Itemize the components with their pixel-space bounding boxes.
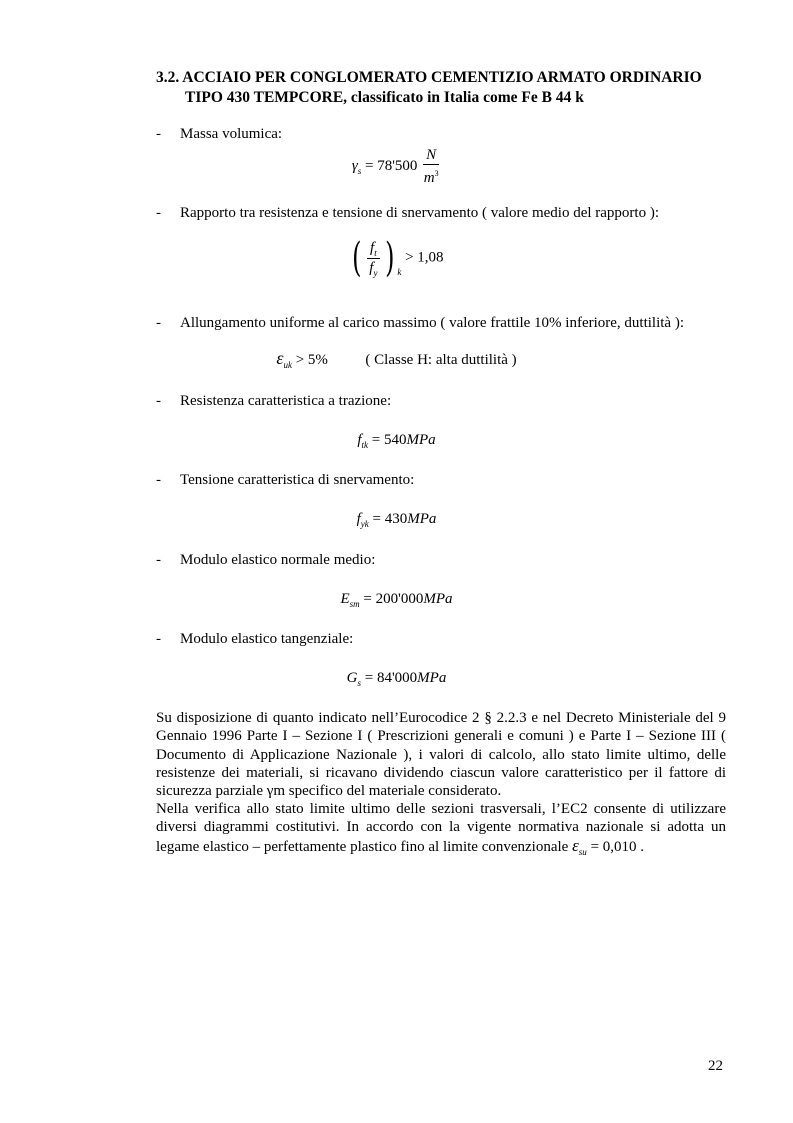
list-item: - Tensione caratteristica di snervamento: — [156, 472, 415, 488]
list-item: - Rapporto tra resistenza e tensione di snervamento ( valore medio del rapporto ): — [156, 205, 660, 221]
list-item-label: Massa volumica: — [180, 126, 283, 142]
list-item-label: Rapporto tra resistenza e tensione di snervamento ( valore medio del rapporto ): — [180, 205, 660, 221]
list-item: - Modulo elastico tangenziale: — [156, 631, 354, 647]
list-item-label: Allungamento uniforme al carico massimo ( valore frattile 10% inferiore, duttilità ): — [180, 315, 685, 331]
fraction: $\frac{N}{m^3}$ — [423, 147, 439, 186]
list-item: - Massa volumica: — [156, 126, 283, 142]
heading-line-1: 3.2. ACCIAIO PER CONGLOMERATO CEMENTIZIO ARMATO ORDINARIO — [156, 69, 702, 86]
paragraph-constitutive-law: Nella verifica allo stato limite ultimo delle sezioni trasversali, l’EC2 consente di utilizzare diversi diagrammi costitutivi. In accordo con la vigente normativa nazionale si adotta un legame elastico – perfettamente plastico fino al limite convenzionale $\varepsilon_{su} = 0,010$ . — [156, 801, 726, 857]
heading-line-2: TIPO 430 TEMPCORE, classificato in Italia come Fe B 44 k — [185, 89, 584, 106]
list-item-label: Resistenza caratteristica a trazione: — [180, 393, 392, 409]
formula-ratio: ( $\frac{f_t}{f_y}$ ) $_k$ > 1,08 — [352, 235, 444, 281]
formula-fyk: $f_{yk} = 430MPa$ — [356, 511, 437, 529]
list-item: - Resistenza caratteristica a trazione: — [156, 393, 392, 409]
page-number: 22 — [708, 1058, 723, 1074]
list-item: - Allungamento uniforme al carico massimo ( valore frattile 10% inferiore, duttilità ): — [156, 315, 685, 331]
paragraph-design-values: Su disposizione di quanto indicato nell’Eurocodice 2 § 2.2.3 e nel Decreto Ministeriale del 9 Gennaio 1996 Parte I – Sezione I ( Prescrizioni generali e comuni ) e Parte I – Sezione III ( Documento di Applicazione Nazionale ), i valori di calcolo, allo stato limite ultimo, delle resistenze dei materiali, si ricavano dividendo ciascun valore caratteristico per il fattore di sicurezza parziale γm specifico del materiale considerato. — [156, 710, 726, 800]
list-item-label: Modulo elastico normale medio: — [180, 552, 376, 568]
formula-gs: $G_s = 84'000MPa$ — [346, 670, 447, 688]
fraction: $\frac{f_t}{f_y}$ — [367, 239, 380, 278]
formula-specific-weight: $\gamma_s = 78'500$ $\frac{N}{m^3}$ — [351, 147, 439, 186]
formula-elongation: $\varepsilon_{uk} > 5\%$ ( Classe H: alta duttilità ) — [276, 348, 517, 370]
list-item-label: Modulo elastico tangenziale: — [180, 631, 354, 647]
formula-ftk: $f_{tk} = 540MPa$ — [357, 432, 436, 450]
list-item: - Modulo elastico normale medio: — [156, 552, 376, 568]
list-item-label: Tensione caratteristica di snervamento: — [180, 472, 415, 488]
section-heading — [156, 68, 736, 108]
formula-esm: $E_{sm} = 200'000MPa$ — [340, 591, 453, 609]
